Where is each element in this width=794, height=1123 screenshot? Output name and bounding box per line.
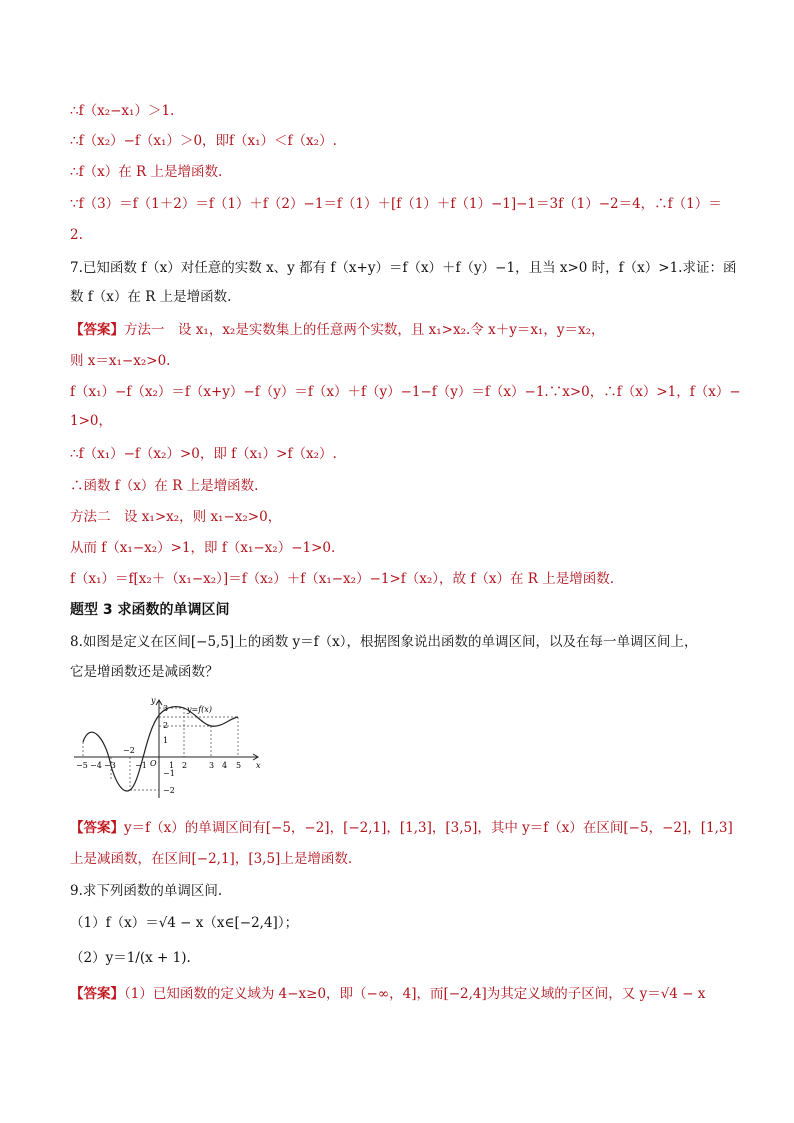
x-tick: 1 (169, 761, 175, 770)
y-tick: 3 (163, 704, 169, 713)
proof-line: ∴f（x₂）−f（x₁）＞0，即f（x₁）＜f（x₂）. (70, 133, 337, 149)
answer-tag: 【答案】 (70, 986, 124, 1002)
answer-7-line: ∴f（x₁）−f（x₂）>0，即 f（x₁）>f（x₂）. (70, 446, 337, 462)
question-9: 9.求下列函数的单调区间. (70, 883, 223, 899)
answer-8-line: 【答案】y＝f（x）的单调区间有[−5，−2]，[−2,1]，[1,3]，[3,5]，其中 y＝f（x）在区间[−5，−2]，[1,3] (70, 820, 733, 836)
proof-line: 2. (70, 227, 83, 243)
x-tick: 2 (182, 761, 188, 770)
answer-7-line: f（x₁）−f（x₂）＝f（x+y）−f（y）＝f（x）＋f（y）−1−f（y）＝f（x）−1.∵x>0，∴f（x）>1，f（x）− (70, 384, 741, 400)
question-9-part-1: （1）f（x）＝√4 − x（x∈[−2,4]）； (70, 915, 299, 931)
question-7: 7.已知函数 f（x）对任意的实数 x、y 都有 f（x+y）＝f（x）＋f（y）−1，且当 x>0 时，f（x）>1.求证：函 (70, 260, 737, 276)
answer-tag: 【答案】 (70, 322, 124, 338)
answer-7-line: f（x₁）＝f[x₂＋（x₁−x₂）]＝f（x₂）＋f（x₁−x₂）−1>f（x₂），故 f（x）在 R 上是增函数. (70, 571, 614, 587)
y-tick: 2 (163, 721, 169, 730)
question-8-cont: 它是增函数还是减函数？ (70, 664, 219, 680)
function-curve (83, 707, 238, 791)
answer-tag: 【答案】 (70, 820, 124, 836)
section-heading: 题型 3 求函数的单调区间 (70, 602, 230, 618)
answer-7-line: 方法二 设 x₁>x₂，则 x₁−x₂>0， (70, 509, 282, 525)
x-tick: −4 (90, 761, 102, 770)
proof-line: ∴f（x）在 R 上是增函数. (70, 164, 223, 180)
x-tick: −3 (104, 761, 116, 770)
proof-line: ∵f（3）＝f（1＋2）＝f（1）＋f（2）−1＝f（1）＋[f（1）＋f（1）−1]−1＝3f（1）−2＝4，∴f（1）＝ (70, 196, 722, 212)
question-8: 8.如图是定义在区间[−5,5]上的函数 y＝f（x），根据图象说出函数的单调区间，以及在每一单调区间上， (70, 634, 698, 650)
y-tick-labels (163, 704, 175, 795)
answer-9-line: 【答案】（1）已知函数的定义域为 4−x≥0，即（−∞，4]，而[−2,4]为其定义域的子区间，又 y＝√4 − x (70, 986, 706, 1002)
proof-line: ∴f（x₂−x₁）＞1. (70, 103, 175, 119)
answer-7-line: 1>0， (70, 413, 112, 429)
x-tick: −5 (76, 761, 88, 770)
x-tick: 3 (209, 761, 215, 770)
x-tick: 4 (222, 761, 228, 770)
function-graph (70, 696, 270, 800)
y-tick: −1 (163, 769, 175, 778)
y-tick: 1 (163, 736, 169, 745)
answer-7-line: ∴函数 f（x）在 R 上是增函数. (70, 478, 259, 494)
answer-7-line: 【答案】方法一 设 x₁，x₂是实数集上的任意两个实数，且 x₁>x₂.令 x＋y＝x₁，y＝x₂， (70, 322, 605, 338)
origin-label: O (150, 759, 157, 768)
x-tick: −1 (135, 761, 147, 770)
answer-7-line: 则 x＝x₁−x₂>0. (70, 353, 171, 369)
answer-7-line: 从而 f（x₁−x₂）>1，即 f（x₁−x₂）−1>0. (70, 540, 336, 556)
y-tick: −2 (163, 786, 175, 795)
x-tick: 5 (236, 761, 242, 770)
answer-8-line: 上是减函数，在区间[−2,1]，[3,5]上是增函数. (70, 851, 353, 867)
question-9-part-2: （2）y＝1/(x + 1). (70, 950, 191, 966)
curve-label: y=f(x) (187, 705, 212, 714)
axes (74, 700, 258, 798)
y-axis-label: y (151, 696, 156, 705)
min-label: −2 (123, 746, 135, 755)
x-axis-label: x (256, 761, 261, 770)
question-7-cont: 数 f（x）在 R 上是增函数. (70, 289, 232, 305)
